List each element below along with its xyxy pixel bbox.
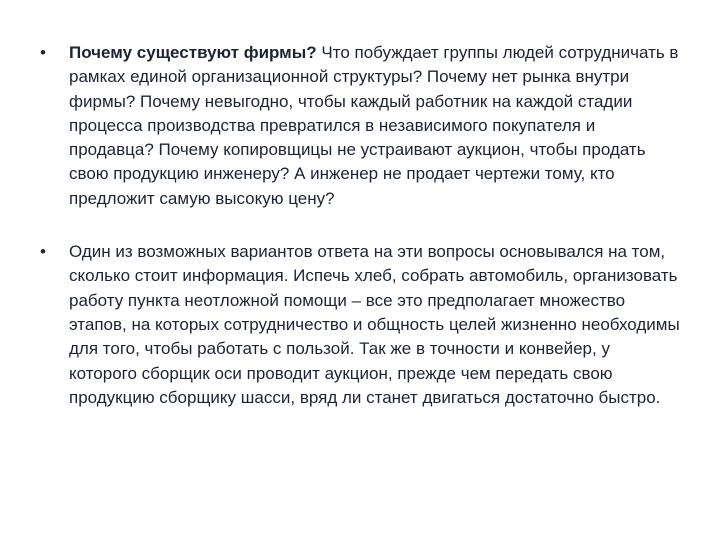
bullet-list	[40, 41, 680, 410]
bullet-body-text: Один из возможных вариантов ответа на эти вопросы основывался на том, сколько стоит информация. Испечь хлеб, собрать автомобиль, организовать работу пункта неотложной помощи – все это предполагает множество этапов, на которых сотрудничество и общность целей жизненно необходимы для того, чтобы работать с пользой. Так же в точности и конвейер, у которого сборщик оси проводит аукцион, прежде чем передать свою продукцию сборщику шасси, вряд ли станет двигаться достаточно быстро.	[69, 242, 680, 407]
bullet-item-information-answer	[40, 240, 680, 410]
bullet-item-firms-question	[40, 41, 680, 211]
bullet-lead-text: Почему существуют фирмы?	[69, 43, 317, 62]
bullet-body-text: Что побуждает группы людей сотрудничать в рамках единой организационной структуры? Почему нет рынка внутри фирмы? Почему невыгодно, чтобы каждый работник на каждой стадии процесса производства превратился в независимого покупателя и продавца? Почему копировщицы не устраивают аукцион, чтобы продать свою продукцию инженеру? А инженер не продает чертежи тому, кто предложит самую высокую цену?	[69, 43, 679, 208]
bullet-icon: •	[40, 242, 46, 262]
bullet-icon: •	[40, 43, 46, 62]
